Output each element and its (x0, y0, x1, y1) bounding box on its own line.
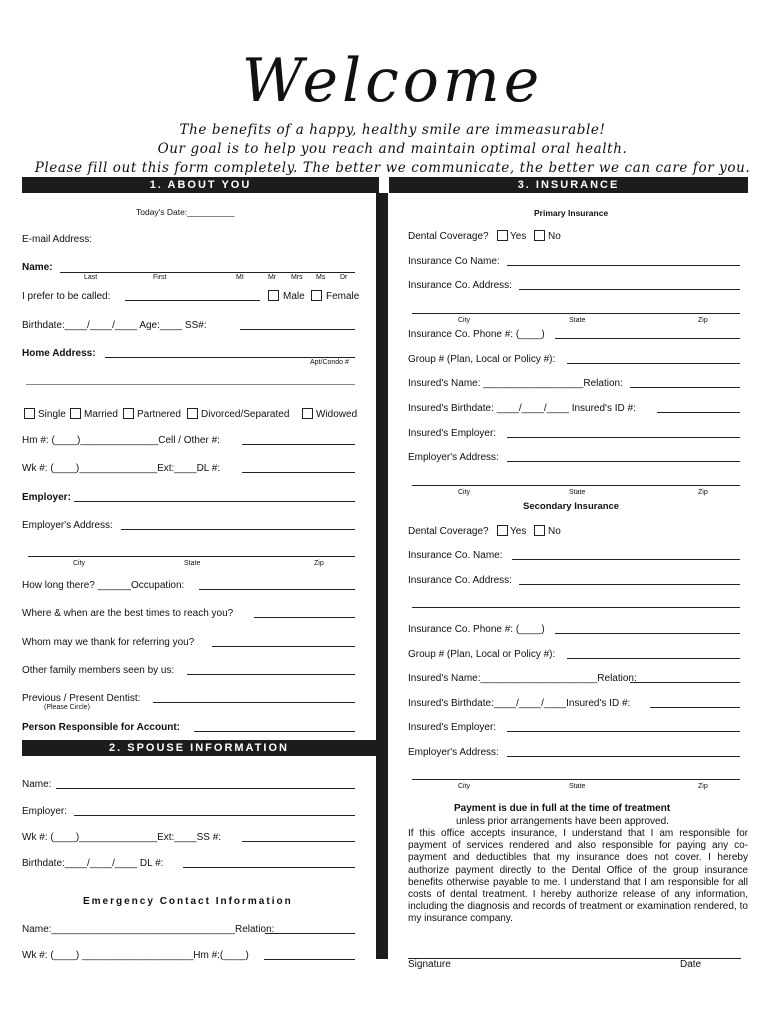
male-label: Male (283, 291, 305, 302)
insureds-relation-line-2[interactable] (630, 682, 740, 683)
referring-label: Whom may we thank for referring you? (22, 637, 195, 648)
work-phone-label: Wk #: (____)______________Ext:____DL #: (22, 463, 221, 474)
employer-city-ins-line-2[interactable] (412, 779, 740, 780)
best-times-input-line[interactable] (254, 617, 355, 618)
dental-coverage-yes-label-2: Yes (510, 526, 527, 537)
ins-name-line-2[interactable] (512, 559, 740, 560)
title-ms[interactable]: Ms (316, 274, 326, 281)
ins-phone-line-2[interactable] (555, 633, 740, 634)
employers-address-ins-label-2: Employer's Address: (408, 747, 499, 758)
ins-address-line[interactable] (519, 289, 740, 290)
home-address-line-2[interactable] (26, 384, 355, 385)
divorced-checkbox[interactable] (187, 408, 198, 419)
married-label: Married (84, 409, 118, 420)
widowed-checkbox[interactable] (302, 408, 313, 419)
ins-group-label-2: Group # (Plan, Local or Policy #): (408, 649, 556, 660)
dental-coverage-no-label: No (548, 231, 561, 242)
spouse-employer-line[interactable] (74, 815, 355, 816)
ins-group-label: Group # (Plan, Local or Policy #): (408, 354, 556, 365)
spouse-ss-line[interactable] (242, 841, 355, 842)
todays-date-field[interactable]: Today's Date:__________ (136, 207, 235, 217)
primary-insurance-heading: Primary Insurance (534, 208, 609, 218)
insureds-name-label: Insured's Name: __________________Relation: (408, 378, 623, 389)
name-mi-caption: MI (236, 274, 244, 281)
title-dr[interactable]: Dr (340, 274, 348, 281)
referring-input-line[interactable] (212, 646, 355, 647)
payment-terms: If this office accepts insurance, I understand that I am responsible for payment of services rendered and also responsible for paying any co-payment and deductibles that my insurance does not cover. I hereby authorize payment directly to the Dental Office of the group insurance benefits otherwise payable to me. I understand that I am responsible for all costs of dental treatment. I hereby authorize release of any information, including the diagnosis and records of treatment or examination rendered, to my insurance company. (408, 828, 748, 925)
partnered-checkbox[interactable] (123, 408, 134, 419)
insureds-birthdate-label: Insured's Birthdate: ____/____/____ Insured's ID #: (408, 403, 636, 414)
ins-zip-caption: Zip (698, 317, 708, 324)
emergency-heading: Emergency Contact Information (83, 896, 293, 907)
ins-state-caption: State (569, 317, 586, 324)
insureds-name-label-2: Insured's Name:_____________________Relation: (408, 673, 637, 684)
employers-address-ins-line[interactable] (507, 461, 740, 462)
please-circle-caption: (Please Circle) (44, 704, 90, 711)
tagline-3: Please fill out this form completely. The better we communicate, the better we can care for you. (34, 160, 751, 176)
occupation-input-line[interactable] (199, 589, 355, 590)
spouse-heading: 2. SPOUSE INFORMATION (22, 740, 376, 756)
prefer-label: I prefer to be called: (22, 291, 111, 302)
zip-caption: Zip (314, 560, 324, 567)
dental-coverage-no-checkbox[interactable] (534, 230, 545, 241)
ins-name-label-2: Insurance Co. Name: (408, 550, 503, 561)
employers-address-ins-line-2[interactable] (507, 756, 740, 757)
ins-phone-line[interactable] (555, 338, 740, 339)
name-last-caption: Last (84, 274, 98, 281)
state-caption: State (184, 560, 201, 567)
employers-address-line[interactable] (121, 529, 355, 530)
city-caption: City (73, 560, 86, 567)
family-input-line[interactable] (187, 674, 355, 675)
employer-label: Employer: (22, 492, 71, 503)
birthdate-label: Birthdate:____/____/____ Age:____ SS#: (22, 320, 207, 331)
ins-city-caption-2: City (458, 489, 471, 496)
spouse-dl-line[interactable] (183, 867, 355, 868)
name-first-caption: First (153, 274, 167, 281)
welcome-title: Welcome (241, 46, 544, 116)
about-you-heading: 1. ABOUT YOU (22, 177, 379, 193)
male-checkbox[interactable] (268, 290, 279, 301)
responsible-label: Person Responsible for Account: (22, 722, 180, 733)
dental-coverage-yes-checkbox-2[interactable] (497, 525, 508, 536)
ins-city-line[interactable] (412, 313, 740, 314)
insureds-employer-label: Insured's Employer: (408, 428, 497, 439)
ins-city-caption-3: City (458, 783, 471, 790)
widowed-label: Widowed (316, 409, 358, 420)
emergency-name-label: Name:_________________________________Relation: (22, 924, 275, 935)
ins-address-label: Insurance Co. Address: (408, 280, 512, 291)
ins-state-caption-3: State (569, 783, 586, 790)
dental-coverage-yes-checkbox[interactable] (497, 230, 508, 241)
insureds-birthdate-label-2: Insured's Birthdate:____/____/____Insured's ID #: (408, 698, 631, 709)
spouse-name-line[interactable] (56, 788, 355, 789)
email-label: E-mail Address: (22, 234, 93, 245)
ins-state-caption-2: State (569, 489, 586, 496)
dl-input-line[interactable] (242, 472, 355, 473)
dental-coverage-yes-label: Yes (510, 231, 527, 242)
ss-input-line[interactable] (240, 329, 355, 330)
spouse-name-label: Name: (22, 779, 52, 790)
apt-caption: Apt/Condo # (310, 359, 349, 366)
column-divider (376, 193, 388, 959)
insurance-heading: 3. INSURANCE (389, 177, 748, 193)
how-long-label: How long there? ______Occupation: (22, 580, 185, 591)
ins-city-caption: City (458, 317, 471, 324)
responsible-input-line[interactable] (194, 731, 355, 732)
single-checkbox[interactable] (24, 408, 35, 419)
payment-subtitle: unless prior arrangements have been approved. (456, 816, 669, 827)
spouse-employer-label: Employer: (22, 806, 68, 817)
emergency-relation-line[interactable] (265, 933, 355, 934)
title-mrs[interactable]: Mrs (291, 274, 303, 281)
single-label: Single (38, 409, 66, 420)
name-label: Name: (22, 262, 53, 273)
title-mr[interactable]: Mr (268, 274, 277, 281)
ins-phone-label-2: Insurance Co. Phone #: (____) (408, 624, 545, 635)
ins-name-label: Insurance Co Name: (408, 256, 500, 267)
insureds-employer-label-2: Insured's Employer: (408, 722, 497, 733)
date-label: Date (680, 959, 702, 970)
employer-city-line[interactable] (28, 556, 355, 557)
ins-address-line-2b[interactable] (412, 607, 740, 608)
secondary-insurance-heading: Secondary Insurance (523, 501, 620, 512)
prefer-input-line[interactable] (125, 300, 260, 301)
dentist-label: Previous / Present Dentist: (22, 693, 141, 704)
family-label: Other family members seen by us: (22, 665, 175, 676)
payment-title: Payment is due in full at the time of treatment (454, 803, 671, 814)
employers-address-ins-label: Employer's Address: (408, 452, 499, 463)
ins-zip-caption-3: Zip (698, 783, 708, 790)
home-phone-label: Hm #: (____)______________Cell / Other #: (22, 435, 220, 446)
married-checkbox[interactable] (70, 408, 81, 419)
insureds-employer-line-2[interactable] (507, 731, 740, 732)
dentist-input-line[interactable] (153, 702, 355, 703)
ins-address-label-2: Insurance Co. Address: (408, 575, 512, 586)
ins-address-line-2[interactable] (519, 584, 740, 585)
female-label: Female (326, 291, 360, 302)
ins-group-line-2[interactable] (567, 658, 740, 659)
signature-label: Signature (408, 959, 451, 970)
insureds-employer-line[interactable] (507, 437, 740, 438)
employer-input-line[interactable] (74, 501, 355, 502)
insureds-id-line[interactable] (657, 412, 740, 413)
dental-coverage-label-2: Dental Coverage? (408, 526, 489, 537)
spouse-birthdate-label: Birthdate:____/____/____ DL #: (22, 858, 164, 869)
home-address-label: Home Address: (22, 348, 96, 359)
ins-group-line[interactable] (567, 363, 740, 364)
female-checkbox[interactable] (311, 290, 322, 301)
ins-name-line[interactable] (507, 265, 740, 266)
spouse-wk-label: Wk #: (____)______________Ext:____SS #: (22, 832, 222, 843)
emergency-wk-label: Wk #: (____) ____________________Hm #:(____) (22, 950, 249, 961)
employer-city-ins-line[interactable] (412, 485, 740, 486)
tagline-1: The benefits of a happy, healthy smile are immeasurable! (179, 122, 606, 138)
dental-coverage-label: Dental Coverage? (408, 231, 489, 242)
dental-coverage-no-checkbox-2[interactable] (534, 525, 545, 536)
divorced-label: Divorced/Separated (201, 409, 290, 420)
ins-zip-caption-2: Zip (698, 489, 708, 496)
ins-phone-label: Insurance Co. Phone #: (____) (408, 329, 545, 340)
emergency-hm-line[interactable] (264, 959, 355, 960)
partnered-label: Partnered (137, 409, 181, 420)
insureds-relation-line[interactable] (630, 387, 740, 388)
employers-address-label: Employer's Address: (22, 520, 113, 531)
cell-input-line[interactable] (242, 444, 355, 445)
best-times-label: Where & when are the best times to reach you? (22, 608, 234, 619)
insureds-id-line-2[interactable] (650, 707, 740, 708)
name-input-line[interactable] (60, 272, 355, 273)
tagline-2: Our goal is to help you reach and maintain optimal oral health. (157, 141, 628, 157)
dental-coverage-no-label-2: No (548, 526, 561, 537)
